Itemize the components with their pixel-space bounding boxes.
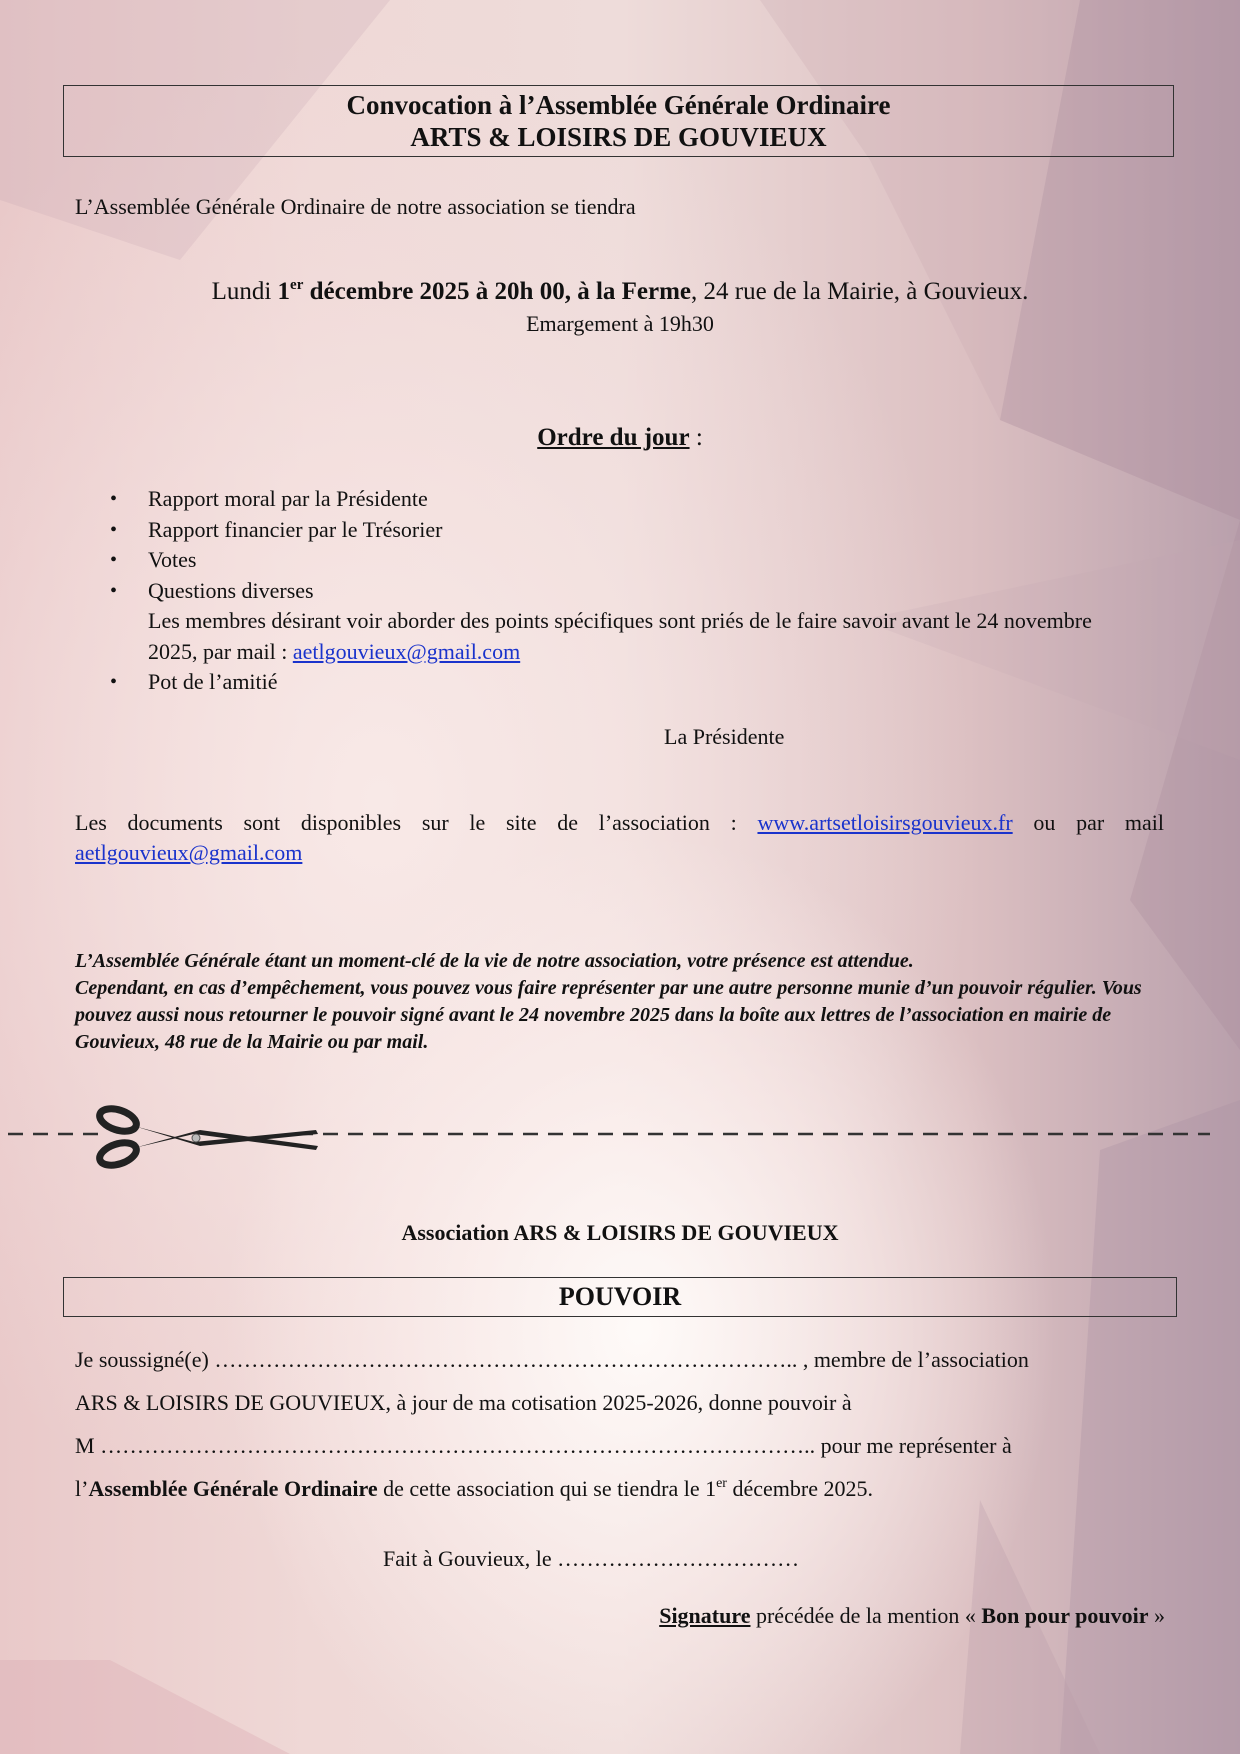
signature-line [0,1603,1165,1629]
agenda-item-label: Rapport financier par le Trésorier [148,516,443,542]
bullet-icon: • [110,488,118,510]
signatory: La Présidente [664,724,785,749]
bullet-icon: • [110,579,118,602]
line4-sup: er [716,1476,727,1491]
bon-pour-pouvoir: Bon pour pouvoir [981,1603,1149,1628]
notice-line-2: Cependant, en cas d’empêchement, vous pouvez vous faire représenter par une autre personne munie d’un pouvoir régulier. Vous pouvez aussi nous retourner le pouvoir signé avant le 24 novembre 2025 dans la boîte aux lettres de l’association en mairie de Gouvieux, 48 rue de la Mairie ou par mail. [75,977,1142,1053]
meeting-day-suffix: er [290,277,304,293]
documents-text: Les documents sont disponibles sur le site de l’association : [75,810,758,835]
documents-paragraph [75,808,1164,868]
member-text: , membre de l’association [797,1347,1029,1372]
agenda-heading [0,424,1240,452]
bullet-icon: • [110,671,118,693]
proxy-line-4 [75,1474,1145,1504]
signature-label: Signature [659,1603,751,1628]
agenda-item-label: Pot de l’amitié [148,669,278,694]
agenda-heading-label: Ordre du jour [537,424,690,451]
place-date-line [383,1546,799,1572]
proxy-line-3 [75,1431,1145,1461]
assembly-name: Assemblée Générale Ordinaire [88,1476,378,1501]
line4-end: décembre 2025. [726,1476,873,1501]
bullet-icon: • [110,549,118,571]
proxy-title: POUVOIR [558,1282,682,1311]
signature-mid: précédée de la mention « [750,1603,982,1628]
undersigned-name-field[interactable]: …………………………………………………………………….. [214,1347,798,1372]
meeting-day-number: 1 [277,278,291,305]
meeting-date-time: décembre 2025 à 20h 00, à la Ferme [303,278,692,305]
emargement-time: Emargement à 19h30 [526,311,714,336]
email-link[interactable]: aetlgouvieux@gmail.com [292,638,521,664]
notice-line-1: L’Assemblée Générale étant un moment-clé de la vie de notre association, votre présence est attendue. [75,950,914,972]
agenda-item-label: Rapport moral par la Présidente [148,486,428,511]
agenda-item [110,484,1130,515]
meeting-date-line [0,278,1240,306]
website-link[interactable]: www.artsetloisirsgouvieux.fr [757,810,1013,835]
representative-label: M [75,1433,101,1458]
date-field[interactable]: …………………………… [557,1546,800,1571]
agenda-item-label: Questions diverses [148,577,314,603]
agenda-detail-text: Les membres désirant voir aborder des points spécifiques sont priés de le faire savoir avant le 24 novembre 2025, par mail : [148,608,1092,664]
proxy-association-name: Association ARS & LOISIRS DE GOUVIEUX [401,1220,839,1245]
attendance-notice [75,948,1165,1056]
meeting-day-prefix: Lundi [211,278,278,305]
title-box [63,85,1174,157]
proxy-title-box [63,1277,1177,1317]
represent-text: pour me représenter à [815,1433,1012,1458]
meeting-address: , 24 rue de la Mairie, à Gouvieux. [691,278,1029,305]
bullet-icon: • [110,518,118,541]
title-line-1: Convocation à l’Assemblée Générale Ordinaire [346,90,891,120]
scissors-icon [97,1105,318,1170]
agenda-item [110,667,1130,698]
proxy-line-1 [75,1345,1145,1375]
undersigned-label: Je soussigné(e) [75,1347,215,1372]
agenda-item-label: Votes [148,547,197,572]
agenda-item [110,515,1130,546]
agenda-list [110,484,1130,698]
proxy-line-2: ARS & LOISIRS DE GOUVIEUX, à jour de ma cotisation 2025-2026, donne pouvoir à [75,1390,852,1415]
agenda-item [110,545,1130,576]
agenda-item-detail [148,606,1130,667]
line4-mid: de cette association qui se tiendra le 1 [377,1476,717,1501]
documents-middle: ou par mail [1012,810,1164,835]
representative-name-field[interactable]: …………………………………………………………………………………….. [100,1433,816,1458]
agenda-heading-colon: : [689,424,703,451]
line4-prefix: l’ [75,1476,89,1501]
intro-text: L’Assemblée Générale Ordinaire de notre association se tiendra [75,194,636,219]
email-link[interactable]: aetlgouvieux@gmail.com [75,840,303,865]
signature-end: » [1148,1603,1165,1628]
place-label: Fait à Gouvieux, le [383,1546,558,1571]
cut-line [0,1100,1240,1170]
agenda-item [110,576,1130,668]
title-line-2: ARTS & LOISIRS DE GOUVIEUX [410,122,827,152]
